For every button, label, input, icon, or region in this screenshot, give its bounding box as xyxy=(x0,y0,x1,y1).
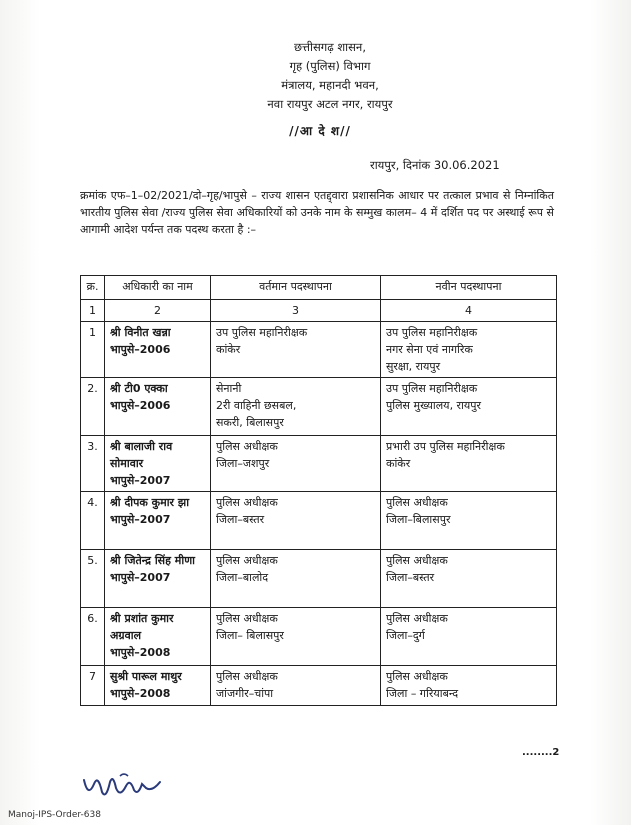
row-current-posting xyxy=(211,666,381,706)
posting-line: जिला–बस्तर xyxy=(216,513,265,526)
posting-line: कांकेर xyxy=(216,343,241,356)
posting-line: जिला– बिलासपुर xyxy=(216,629,284,642)
header-current-posting: वर्तमान पदस्थापना xyxy=(211,276,381,300)
posting-line: उप पुलिस महानिरीक्षक xyxy=(386,382,478,395)
page-continuation: ........2 xyxy=(522,747,560,758)
officer-name: श्री प्रशांत कुमार अग्रवाल xyxy=(110,612,174,642)
row-sno: 2. xyxy=(81,378,105,436)
posting-line: प्रभारी उप पुलिस महानिरीक्षक xyxy=(386,440,505,453)
row-sno: 1 xyxy=(81,322,105,378)
row-sno: 3. xyxy=(81,436,105,492)
posting-line: पुलिस अधीक्षक xyxy=(216,612,278,625)
footer-reference: Manoj-IPS-Order-638 xyxy=(8,810,101,820)
officer-service-batch: भापुसे–2006 xyxy=(110,343,171,356)
posting-line: 2री वाहिनी छसबल, xyxy=(216,399,297,412)
officer-service-batch: भापुसे–2007 xyxy=(110,571,171,584)
row-officer xyxy=(105,550,211,608)
row-sno: 6. xyxy=(81,608,105,666)
posting-line: सकरी, बिलासपुर xyxy=(216,416,284,429)
row-current-posting xyxy=(211,492,381,550)
row-new-posting xyxy=(381,550,557,608)
row-current-posting xyxy=(211,550,381,608)
table-row xyxy=(81,322,557,378)
posting-line: जिला–जशपुर xyxy=(216,457,270,470)
posting-line: नगर सेना एवं नागरिक xyxy=(386,343,473,356)
table-header-row xyxy=(81,276,557,300)
officer-name: श्री टी0 एक्का xyxy=(110,382,168,395)
posting-line: पुलिस अधीक्षक xyxy=(386,670,448,683)
signature-mark xyxy=(80,770,170,804)
index-cell: 4 xyxy=(381,300,557,322)
letterhead-line-address: नवा रायपुर अटल नगर, रायपुर xyxy=(267,97,393,111)
posting-line: जिला–दुर्ग xyxy=(386,629,425,642)
index-cell: 2 xyxy=(105,300,211,322)
posting-line: पुलिस अधीक्षक xyxy=(386,612,448,625)
posting-line: पुलिस अधीक्षक xyxy=(216,440,278,453)
table-index-row xyxy=(81,300,557,322)
row-current-posting xyxy=(211,608,381,666)
row-new-posting xyxy=(381,666,557,706)
officer-service-batch: भापुसे–2007 xyxy=(110,474,171,487)
posting-table xyxy=(80,275,557,706)
row-sno: 4. xyxy=(81,492,105,550)
posting-line: पुलिस अधीक्षक xyxy=(216,554,278,567)
order-date: रायपुर, दिनांक 30.06.2021 xyxy=(370,158,500,172)
posting-line: उप पुलिस महानिरीक्षक xyxy=(216,326,308,339)
row-current-posting xyxy=(211,322,381,378)
row-officer xyxy=(105,492,211,550)
row-sno: 5. xyxy=(81,550,105,608)
posting-line: पुलिस अधीक्षक xyxy=(386,554,448,567)
order-title: //आ दे श// xyxy=(289,124,351,138)
row-new-posting xyxy=(381,608,557,666)
header-sno: क्र. xyxy=(81,276,105,300)
table-row xyxy=(81,436,557,492)
officer-name: सुश्री पारूल माथुर xyxy=(110,670,182,683)
letterhead xyxy=(200,38,460,114)
table-row xyxy=(81,492,557,550)
table-row xyxy=(81,666,557,706)
letterhead-line-department: गृह (पुलिस) विभाग xyxy=(289,59,371,73)
row-officer xyxy=(105,436,211,492)
row-current-posting xyxy=(211,436,381,492)
officer-service-batch: भापुसे–2007 xyxy=(110,513,171,526)
row-new-posting xyxy=(381,378,557,436)
posting-line: जिला–बालोद xyxy=(216,571,269,584)
posting-line: जांजगीर–चांपा xyxy=(216,687,274,700)
officer-name: श्री बालाजी राव सोमावार xyxy=(110,440,173,470)
posting-line: पुलिस अधीक्षक xyxy=(386,496,448,509)
row-new-posting xyxy=(381,492,557,550)
posting-line: पुलिस अधीक्षक xyxy=(216,496,278,509)
letterhead-line-ministry: मंत्रालय, महानदी भवन, xyxy=(281,78,379,92)
index-cell: 1 xyxy=(81,300,105,322)
header-officer-name: अधिकारी का नाम xyxy=(105,276,211,300)
letterhead-line-government: छत्तीसगढ़ शासन, xyxy=(294,40,366,54)
posting-line: सुरक्षा, रायपुर xyxy=(386,360,441,373)
officer-name: श्री जितेन्द्र सिंह मीणा xyxy=(110,554,196,567)
officer-service-batch: भापुसे–2008 xyxy=(110,687,171,700)
posting-line: पुलिस मुख्यालय, रायपुर xyxy=(386,399,482,412)
row-officer xyxy=(105,322,211,378)
posting-line: जिला – गरियाबन्द xyxy=(386,687,459,700)
row-officer xyxy=(105,666,211,706)
posting-line: जिला–बस्तर xyxy=(386,571,435,584)
table-row xyxy=(81,550,557,608)
posting-line: जिला–बिलासपुर xyxy=(386,513,451,526)
row-officer xyxy=(105,378,211,436)
row-officer xyxy=(105,608,211,666)
index-cell: 3 xyxy=(211,300,381,322)
posting-line: सेनानी xyxy=(216,382,242,395)
table-row xyxy=(81,378,557,436)
officer-service-batch: भापुसे–2006 xyxy=(110,399,171,412)
officer-service-batch: भापुसे–2008 xyxy=(110,646,171,659)
row-new-posting xyxy=(381,322,557,378)
table-row xyxy=(81,608,557,666)
order-paragraph: क्रमांक एफ–1–02/2021/दो–गृह/भापुसे – राज्य शासन एतद्द्वारा प्रशासनिक आधार पर तत्काल प्रभाव से निम्नांकित भारतीय पुलिस सेवा /राज्य पुलिस सेवा अधिकारियों को उनके नाम के सम्मुख कालम– 4 में दर्शित पद पर अस्थाई रूप से आगामी आदेश पर्यन्त तक पदस्थ करता है :– xyxy=(80,189,554,236)
row-new-posting xyxy=(381,436,557,492)
header-new-posting: नवीन पदस्थापना xyxy=(381,276,557,300)
row-current-posting xyxy=(211,378,381,436)
posting-line: उप पुलिस महानिरीक्षक xyxy=(386,326,478,339)
signature xyxy=(80,770,170,808)
officer-name: श्री विनीत खन्ना xyxy=(110,326,171,339)
posting-line: पुलिस अधीक्षक xyxy=(216,670,278,683)
officer-name: श्री दीपक कुमार झा xyxy=(110,496,190,509)
row-sno: 7 xyxy=(81,666,105,706)
posting-line: कांकेर xyxy=(386,457,411,470)
